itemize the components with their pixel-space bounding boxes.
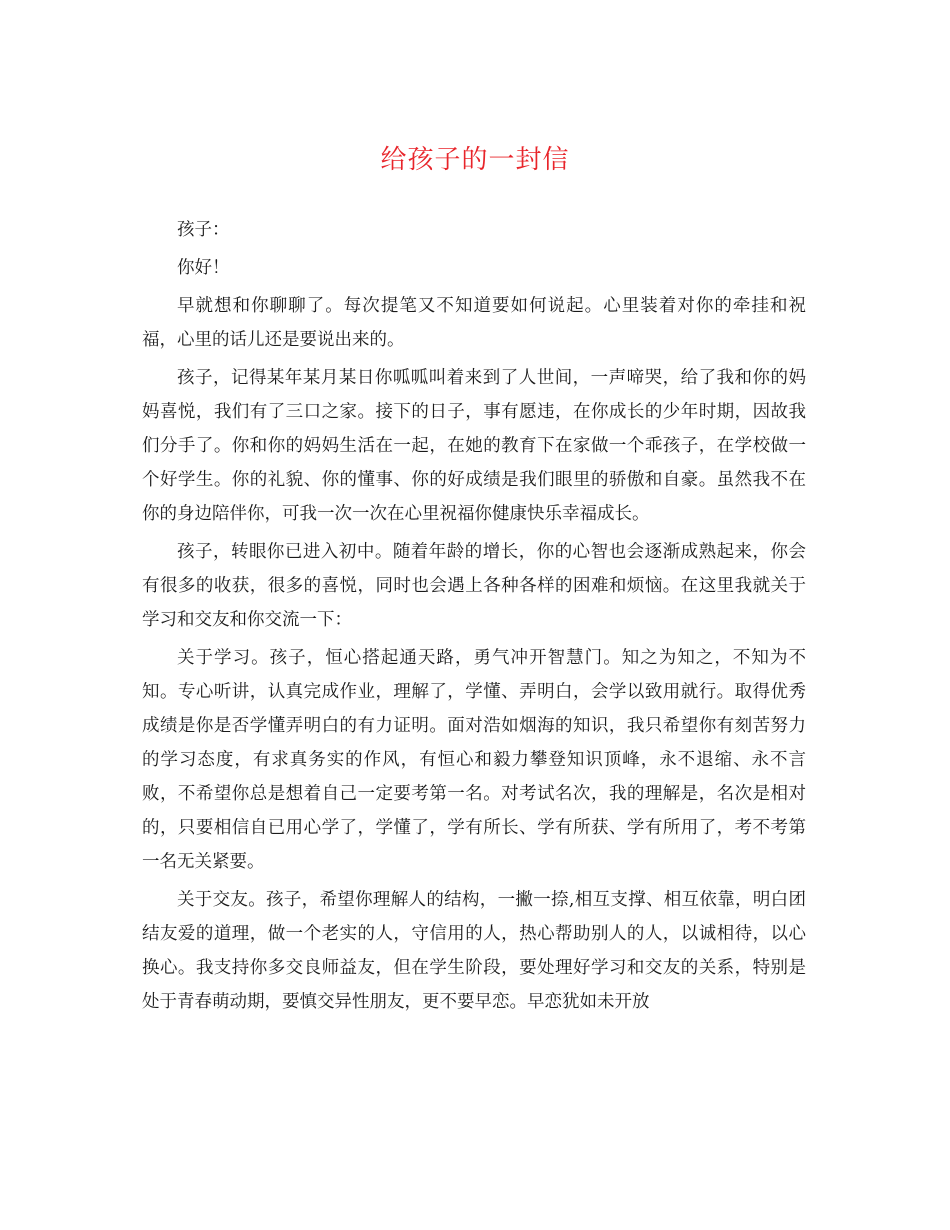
letter-greeting: 孩子：	[177, 220, 230, 240]
letter-paragraph: 孩子，记得某年某月某日你呱呱叫着来到了人世间，一声啼哭，给了我和你的妈妈喜悦，我们有了三口之家。接下的日子，事有愿违，在你成长的少年时期，因故我们分手了。你和你的妈妈生活在一起，在她的教育下在家做一个乖孩子，在学校做一个好学生。你的礼貌、你的懂事、你的好成绩是我们眼里的骄傲和自豪。虽然我不在你的身边陪伴你，可我一次一次在心里祝福你健康快乐幸福成长。	[142, 368, 806, 524]
letter-paragraph: 关于学习。孩子，恒心搭起通天路，勇气冲开智慧门。知之为知之，不知为不知。专心听讲，认真完成作业，理解了，学懂、弄明白，会学以致用就行。取得优秀成绩是你是否学懂弄明白的有力证明。面对浩如烟海的知识，我只希望你有刻苦努力的学习态度，有求真务实的作风，有恒心和毅力攀登知识顶峰，永不退缩、永不言败，不希望你总是想着自己一定要考第一名。对考试名次，我的理解是，名次是相对的，只要相信自已用心学了，学懂了，学有所长、学有所获、学有所用了，考不考第一名无关紧要。	[142, 648, 806, 872]
letter-body	[142, 213, 806, 1023]
letter-paragraph: 早就想和你聊聊了。每次提笔又不知道要如何说起。心里装着对你的牵挂和祝福，心里的话儿还是要说出来的。	[142, 296, 806, 350]
letter-paragraph: 关于交友。孩子，希望你理解人的结构，一撇一捺,相互支撑、相互依靠，明白团结友爱的道理，做一个老实的人，守信用的人，热心帮助别人的人，以诚相待，以心换心。我支持你多交良师益友，但在学生阶段，要处理好学习和交友的关系，特别是处于青春萌动期，要慎交异性朋友，更不要早恋。早恋犹如未开放	[142, 890, 806, 1012]
letter-salutation: 你好！	[177, 258, 230, 278]
document-title: 给孩子的一封信	[380, 145, 570, 175]
letter-paragraph: 孩子，转眼你已进入初中。随着年龄的增长，你的心智也会逐渐成熟起来，你会有很多的收获，很多的喜悦，同时也会遇上各种各样的困难和烦恼。在这里我就关于学习和交友和你交流一下：	[142, 542, 806, 630]
